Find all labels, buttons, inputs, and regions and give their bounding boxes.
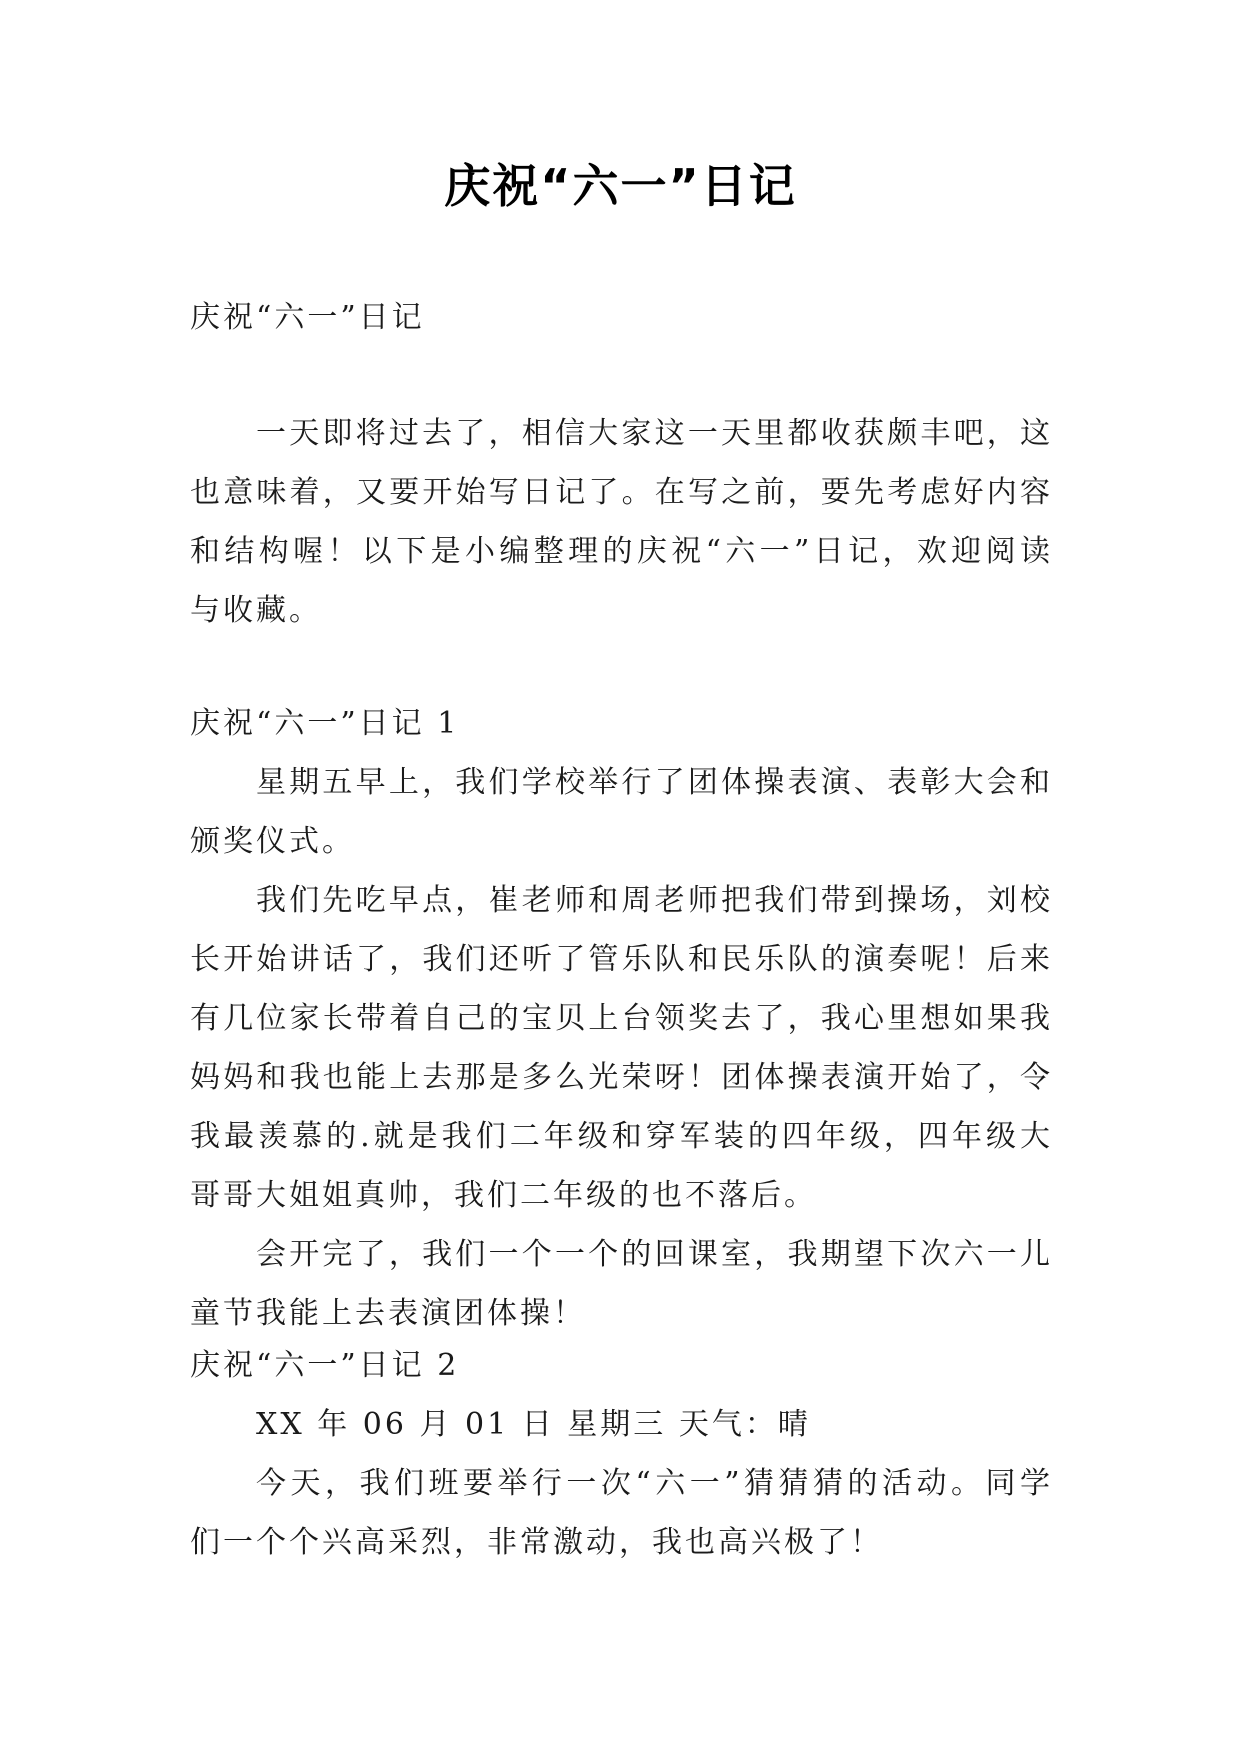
paragraph-line: 哥哥大姐姐真帅，我们二年级的也不落后。 bbox=[190, 1178, 817, 1213]
section-1-heading: 庆祝“六一”日记 1 bbox=[190, 706, 460, 741]
paragraph-line: 长开始讲话了，我们还听了管乐队和民乐队的演奏呢！后来 bbox=[190, 942, 1053, 977]
section-2-heading: 庆祝“六一”日记 2 bbox=[190, 1348, 460, 1383]
intro-line: 一天即将过去了，相信大家这一天里都收获颇丰吧，这 bbox=[256, 416, 1053, 451]
intro-paragraph bbox=[190, 404, 1053, 640]
section-2 bbox=[190, 1336, 1053, 1572]
document-title: 庆祝“六一”日记 bbox=[444, 159, 797, 213]
subtitle-block bbox=[190, 288, 1053, 347]
paragraph-line: 会开完了，我们一个一个的回课室，我期望下次六一儿 bbox=[256, 1237, 1053, 1272]
paragraph-line: 童节我能上去表演团体操！ bbox=[190, 1296, 586, 1331]
paragraph-line: 有几位家长带着自己的宝贝上台领奖去了，我心里想如果我 bbox=[190, 1001, 1053, 1036]
paragraph-line: 们一个个兴高采烈，非常激动，我也高兴极了！ bbox=[190, 1525, 883, 1560]
paragraph-line: 我们先吃早点，崔老师和周老师把我们带到操场，刘校 bbox=[256, 883, 1053, 918]
paragraph-line: 妈妈和我也能上去那是多么光荣呀！团体操表演开始了，令 bbox=[190, 1060, 1053, 1095]
intro-line: 与收藏。 bbox=[190, 593, 322, 628]
intro-line: 也意味着，又要开始写日记了。在写之前，要先考虑好内容 bbox=[190, 475, 1053, 510]
paragraph-line: 我最羡慕的.就是我们二年级和穿军装的四年级，四年级大 bbox=[190, 1119, 1053, 1154]
intro-line: 和结构喔！以下是小编整理的庆祝“六一”日记，欢迎阅读 bbox=[190, 534, 1053, 569]
paragraph-line: 星期五早上，我们学校举行了团体操表演、表彰大会和 bbox=[256, 765, 1053, 800]
paragraph-line: 颁奖仪式。 bbox=[190, 824, 355, 859]
subtitle: 庆祝“六一”日记 bbox=[190, 300, 425, 335]
section-1 bbox=[190, 694, 1053, 1343]
paragraph-line: 今天，我们班要举行一次“六一”猜猜猜的活动。同学 bbox=[256, 1466, 1053, 1501]
dateline: XX 年 06 月 01 日 星期三 天气：晴 bbox=[256, 1407, 811, 1442]
